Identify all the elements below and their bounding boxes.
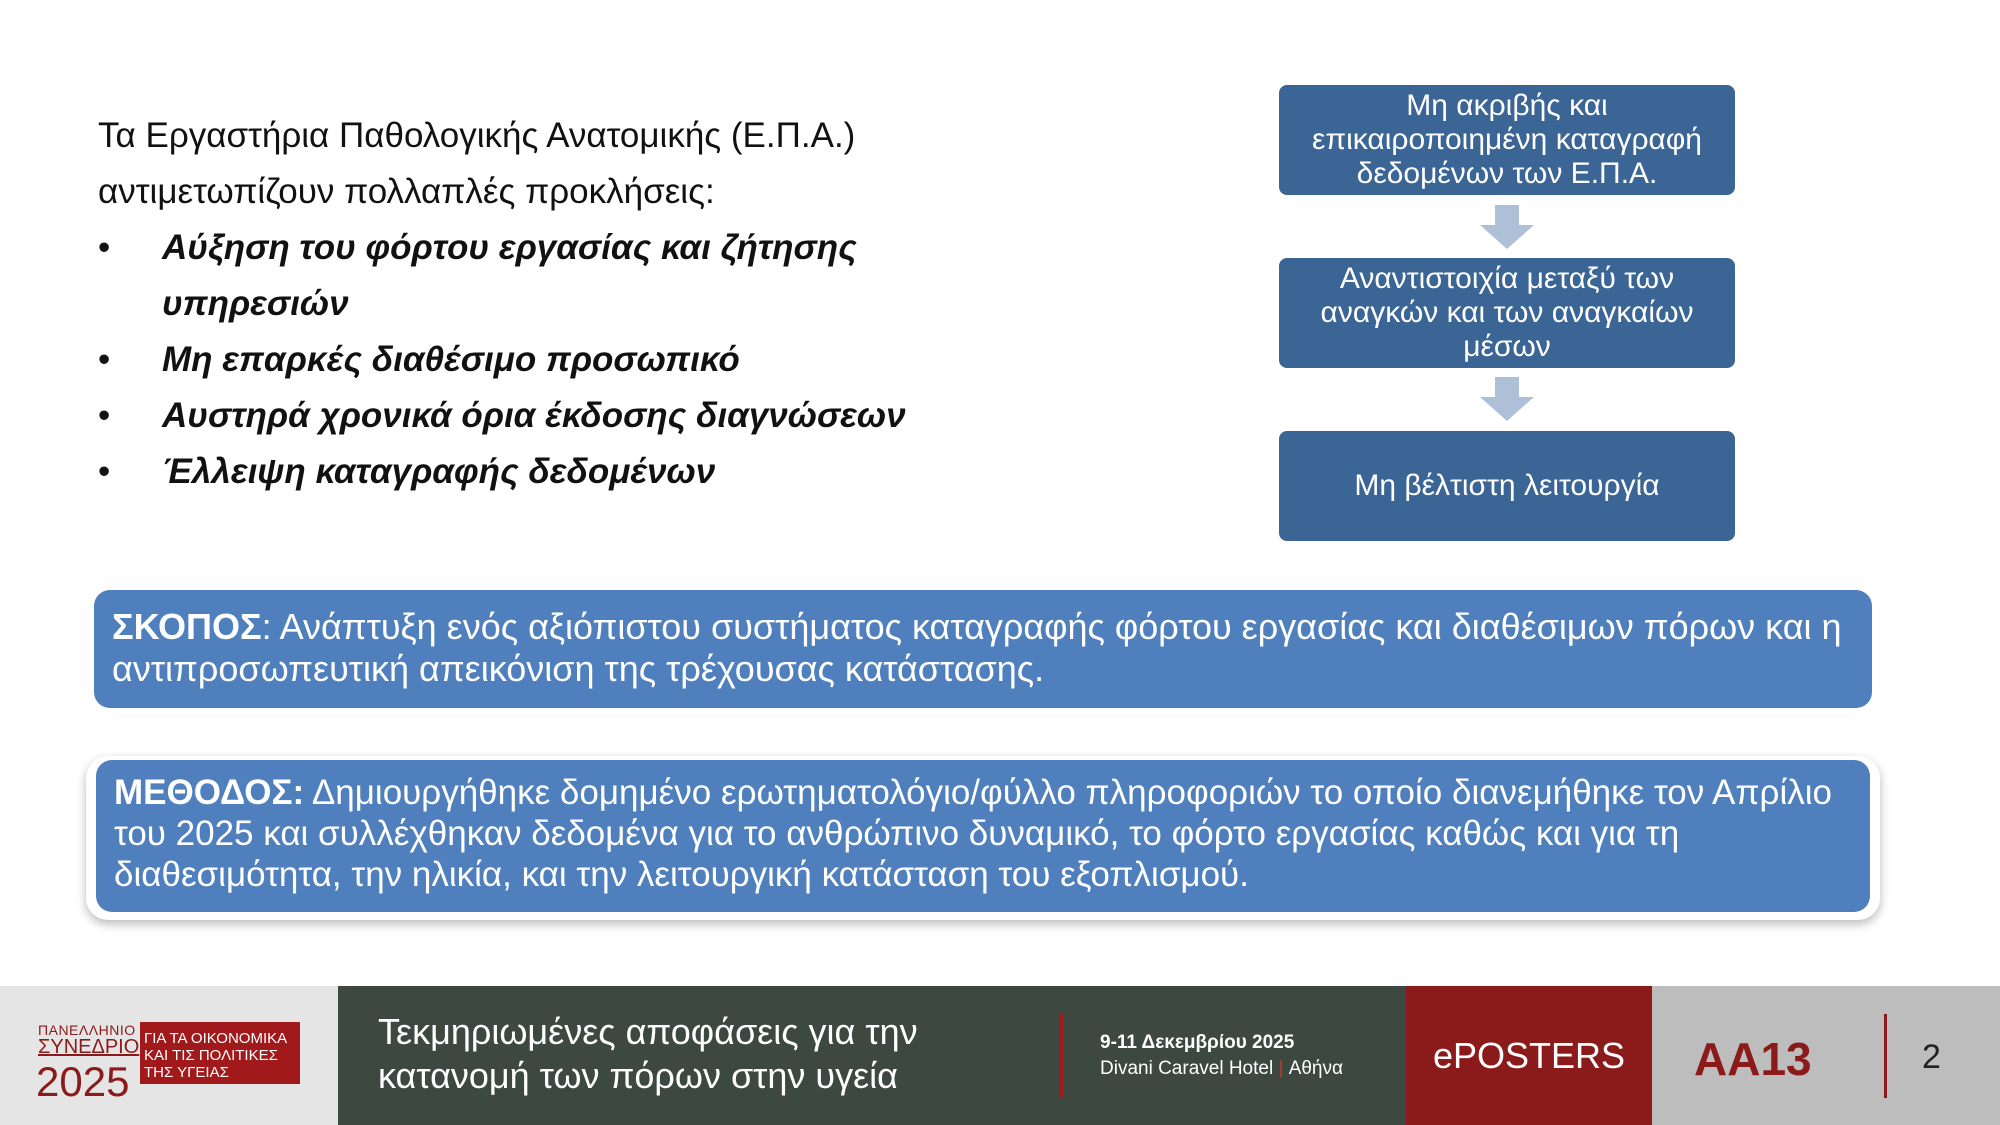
method-label: ΜΕΘΟΔΟΣ: xyxy=(114,773,305,812)
intro-line-2: αντιμετωπίζουν πολλαπλές προκλήσεις: xyxy=(98,172,715,211)
poster-code: AA13 xyxy=(1694,1033,1812,1085)
flow-box-suboptimal-operation: Μη βέλτιστη λειτουργία xyxy=(1279,431,1735,541)
method-banner xyxy=(96,760,1870,912)
down-arrow-icon xyxy=(1480,205,1534,249)
conference-dates: 9-11 Δεκεμβρίου 2025 xyxy=(1100,1032,1295,1053)
divider xyxy=(1060,1014,1063,1098)
footer-bar xyxy=(0,986,2000,1125)
conference-venue: Divani Caravel Hotel | Αθήνα xyxy=(1100,1058,1343,1079)
list-item: • Αύξηση του φόρτου εργασίας και ζήτησης υπηρεσιών xyxy=(98,220,1018,332)
bullet-icon: • xyxy=(98,340,111,379)
scope-text: : Ανάπτυξη ενός αξιόπιστου συστήματος καταγραφής φόρτου εργασίας και διαθέσιμων πόρων και η αντιπροσωπευτική απεικόνιση της τρέχουσας κατάστασης. xyxy=(112,606,1842,689)
logo-line-2: ΣΥΝΕΔΡΙΟ xyxy=(38,1036,140,1058)
list-item: • Μη επαρκές διαθέσιμο προσωπικό xyxy=(98,332,1018,388)
challenges-list xyxy=(98,220,1018,500)
theme-text: Τεκμηριωμένες αποφάσεις για την κατανομή των πόρων στην υγεία xyxy=(378,1011,918,1096)
divider xyxy=(1884,1014,1887,1098)
method-text: Δημιουργήθηκε δομημένο ερωτηματολόγιο/φύλλο πληροφοριών το οποίο διανεμήθηκε τον Απρίλιο του 2025 και συλλέχθηκαν δεδομένα για το ανθρώπινο δυναμικό, το φόρτο εργασίας καθώς και για τη διαθεσιμότητα, την ηλικία, και την λειτουργική κατάσταση του εξοπλισμού. xyxy=(114,773,1832,894)
scope-label: ΣΚΟΠΟΣ xyxy=(112,606,262,647)
flow-box-mismatch: Αναντιστοιχία μεταξύ των αναγκών και των αναγκαίων μέσων xyxy=(1279,258,1735,368)
conference-logo xyxy=(0,986,338,1125)
flow-box-inaccurate-recording: Μη ακριβής και επικαιροποιημένη καταγραφή δεδομένων των Ε.Π.Α. xyxy=(1279,85,1735,195)
list-item: • Αυστηρά χρονικά όρια έκδοσης διαγνώσεων xyxy=(98,388,1018,444)
page-number: 2 xyxy=(1922,1038,1941,1076)
logo-line-1: ΠΑΝΕΛΛΗΝΙΟ xyxy=(38,1022,136,1038)
conference-theme xyxy=(338,986,1406,1125)
logo-badge: ΓΙΑ ΤΑ ΟΙΚΟΝΟΜΙΚΑ ΚΑΙ ΤΙΣ ΠΟΛΙΤΙΚΕΣ ΤΗΣ ΥΓΕΙΑΣ xyxy=(140,1022,300,1084)
eposters-label: ePOSTERS xyxy=(1406,986,1652,1125)
intro-section xyxy=(98,108,1018,500)
bullet-icon: • xyxy=(98,228,111,267)
intro-line-1: Τα Εργαστήρια Παθολογικής Ανατομικής (Ε.Π.Α.) xyxy=(98,116,856,155)
list-item: • Έλλειψη καταγραφής δεδομένων xyxy=(98,444,1018,500)
down-arrow-icon xyxy=(1480,377,1534,421)
bullet-icon: • xyxy=(98,452,111,491)
poster-code-panel xyxy=(1652,986,2000,1125)
bullet-icon: • xyxy=(98,396,111,435)
logo-year: 2025 xyxy=(36,1058,130,1105)
scope-banner xyxy=(94,590,1872,708)
